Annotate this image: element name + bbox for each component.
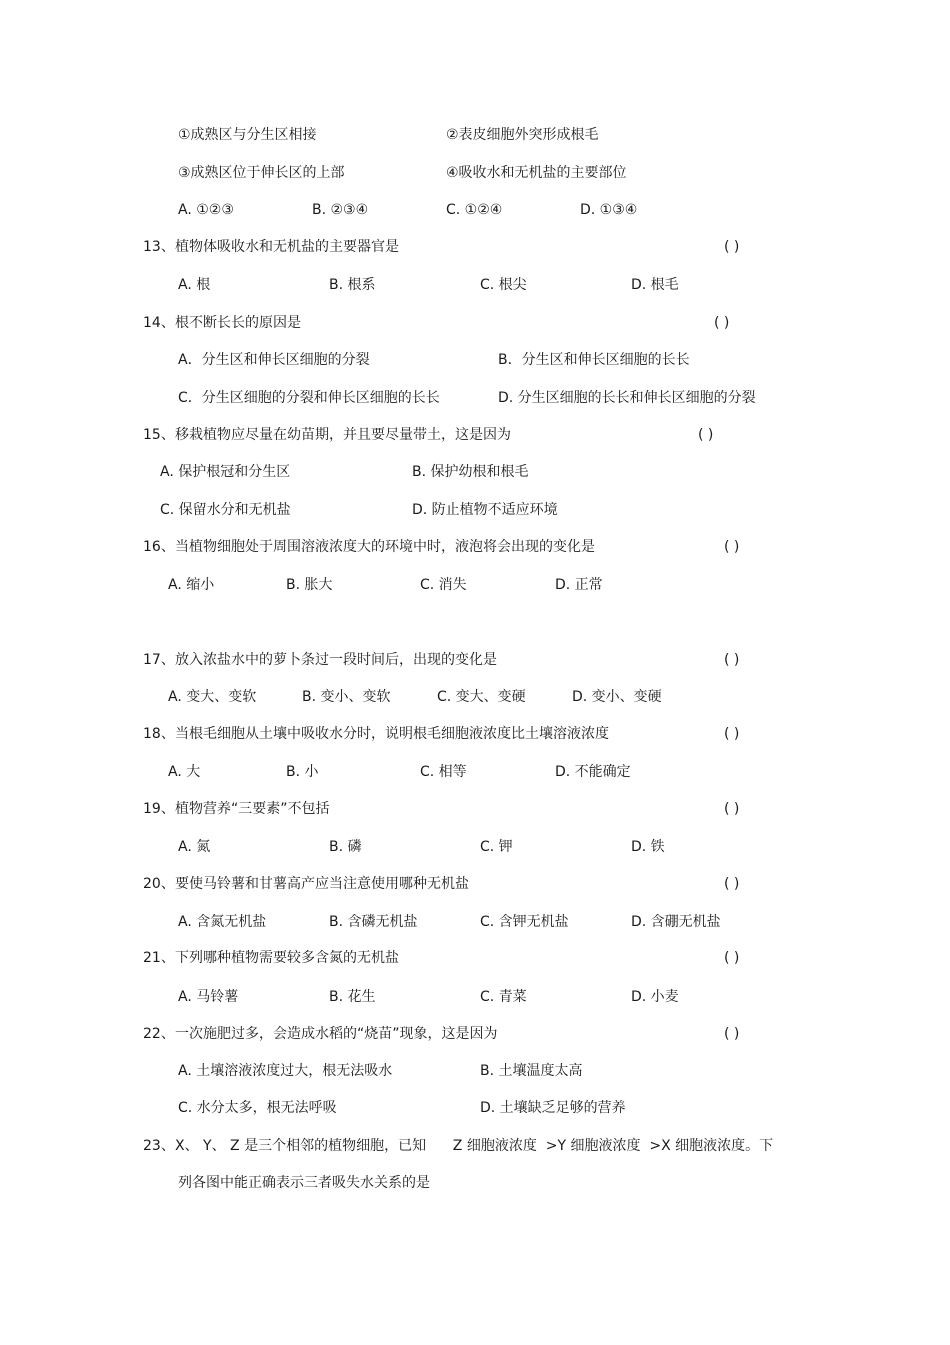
q18-option-c[interactable]: C. 相等	[420, 764, 467, 780]
q18-option-a[interactable]: A. 大	[168, 764, 201, 780]
q19-option-a[interactable]: A. 氮	[178, 839, 211, 855]
q17-option-b[interactable]: B. 变小、变软	[302, 689, 391, 705]
q13-number: 13、	[143, 239, 175, 255]
q20-stem: 要使马铃薯和甘薯高产应当注意使用哪种无机盐	[175, 876, 469, 892]
q22-option-a[interactable]: A. 土壤溶液浓度过大，根无法吸水	[178, 1063, 393, 1079]
q14-option-a[interactable]: A．分生区和伸长区细胞的分裂	[178, 352, 370, 368]
q21-option-a[interactable]: A. 马铃薯	[178, 989, 239, 1005]
q19-answer-blank[interactable]: ( )	[724, 801, 740, 817]
q20-number: 20、	[143, 876, 175, 892]
q21-option-c[interactable]: C. 青菜	[480, 989, 527, 1005]
q12-item-4: ④吸收水和无机盐的主要部位	[446, 165, 627, 181]
q22-option-c[interactable]: C. 水分太多，根无法呼吸	[178, 1100, 337, 1116]
q14-number: 14、	[143, 315, 175, 331]
q17-answer-blank[interactable]: ( )	[724, 652, 740, 668]
q15-option-d[interactable]: D. 防止植物不适应环境	[412, 502, 558, 518]
q16-answer-blank[interactable]: ( )	[724, 539, 740, 555]
q21-option-b[interactable]: B. 花生	[329, 989, 376, 1005]
q18-stem: 当根毛细胞从土壤中吸收水分时，说明根毛细胞液浓度比土壤溶液浓度	[175, 726, 609, 742]
q15-option-b[interactable]: B. 保护幼根和根毛	[412, 464, 529, 480]
q12-item-2: ②表皮细胞外突形成根毛	[446, 127, 599, 143]
q20-option-c[interactable]: C. 含钾无机盐	[480, 914, 569, 930]
q22-number: 22、	[143, 1026, 175, 1042]
q13-stem: 植物体吸收水和无机盐的主要器官是	[175, 239, 399, 255]
q17-number: 17、	[143, 652, 175, 668]
q21-option-d[interactable]: D. 小麦	[631, 989, 679, 1005]
q17-stem: 放入浓盐水中的萝卜条过一段时间后，出现的变化是	[175, 652, 497, 668]
q20-answer-blank[interactable]: ( )	[724, 876, 740, 892]
q22-stem: 一次施肥过多，会造成水稻的“烧苗”现象，这是因为	[175, 1026, 498, 1042]
q13-option-c[interactable]: C. 根尖	[480, 277, 527, 293]
q12-item-3: ③成熟区位于伸长区的上部	[178, 165, 345, 181]
q22-option-b[interactable]: B. 土壤温度太高	[480, 1063, 583, 1079]
q13-answer-blank[interactable]: ( )	[724, 239, 740, 255]
q12-option-c[interactable]: C. ①②④	[446, 202, 503, 218]
q18-option-b[interactable]: B. 小	[286, 764, 319, 780]
q16-option-b[interactable]: B. 胀大	[286, 577, 333, 593]
q21-number: 21、	[143, 950, 175, 966]
q14-option-b[interactable]: B．分生区和伸长区细胞的长长	[498, 352, 690, 368]
q20-option-d[interactable]: D. 含硼无机盐	[631, 914, 721, 930]
q15-number: 15、	[143, 427, 175, 443]
q12-option-d[interactable]: D. ①③④	[580, 202, 638, 218]
q18-number: 18、	[143, 726, 175, 742]
q15-option-a[interactable]: A. 保护根冠和分生区	[160, 464, 291, 480]
q20-option-a[interactable]: A. 含氮无机盐	[178, 914, 267, 930]
q13-option-b[interactable]: B. 根系	[329, 277, 376, 293]
q12-item-1: ①成熟区与分生区相接	[178, 127, 317, 143]
q14-option-d[interactable]: D. 分生区细胞的长长和伸长区细胞的分裂	[498, 390, 756, 406]
q19-option-c[interactable]: C. 钾	[480, 839, 513, 855]
q19-option-b[interactable]: B. 磷	[329, 839, 362, 855]
q16-option-d[interactable]: D. 正常	[555, 577, 603, 593]
q13-option-a[interactable]: A. 根	[178, 277, 211, 293]
q16-number: 16、	[143, 539, 175, 555]
q16-option-a[interactable]: A. 缩小	[168, 577, 215, 593]
q18-answer-blank[interactable]: ( )	[724, 726, 740, 742]
q21-stem: 下列哪种植物需要较多含氮的无机盐	[175, 950, 399, 966]
q23-stem-line1: X、 Y、 Z 是三个相邻的植物细胞，已知 Z 细胞液浓度 >Y 细胞液浓度 >X 细胞液浓度。下	[175, 1138, 774, 1154]
q17-option-c[interactable]: C. 变大、变硬	[437, 689, 526, 705]
q15-answer-blank[interactable]: ( )	[698, 427, 714, 443]
q13-option-d[interactable]: D. 根毛	[631, 277, 679, 293]
q15-option-c[interactable]: C. 保留水分和无机盐	[160, 502, 291, 518]
q17-option-d[interactable]: D. 变小、变硬	[572, 689, 662, 705]
q14-option-c[interactable]: C．分生区细胞的分裂和伸长区细胞的长长	[178, 390, 440, 406]
q12-option-a[interactable]: A. ①②③	[178, 202, 234, 218]
q22-answer-blank[interactable]: ( )	[724, 1026, 740, 1042]
q22-option-d[interactable]: D. 土壤缺乏足够的营养	[480, 1100, 626, 1116]
q23-number: 23、	[143, 1138, 175, 1154]
q14-stem: 根不断长长的原因是	[175, 315, 301, 331]
q19-number: 19、	[143, 801, 175, 817]
q18-option-d[interactable]: D. 不能确定	[555, 764, 631, 780]
q19-stem: 植物营养“三要素”不包括	[175, 801, 330, 817]
q23-stem-line2: 列各图中能正确表示三者吸失水关系的是	[178, 1175, 430, 1191]
q16-option-c[interactable]: C. 消失	[420, 577, 467, 593]
q20-option-b[interactable]: B. 含磷无机盐	[329, 914, 418, 930]
q16-stem: 当植物细胞处于周围溶液浓度大的环境中时，液泡将会出现的变化是	[175, 539, 595, 555]
q12-option-b[interactable]: B. ②③④	[312, 202, 369, 218]
q15-stem: 移栽植物应尽量在幼苗期，并且要尽量带土，这是因为	[175, 427, 511, 443]
q19-option-d[interactable]: D. 铁	[631, 839, 665, 855]
q17-option-a[interactable]: A. 变大、变软	[168, 689, 257, 705]
q14-answer-blank[interactable]: ( )	[714, 315, 730, 331]
q21-answer-blank[interactable]: ( )	[724, 950, 740, 966]
